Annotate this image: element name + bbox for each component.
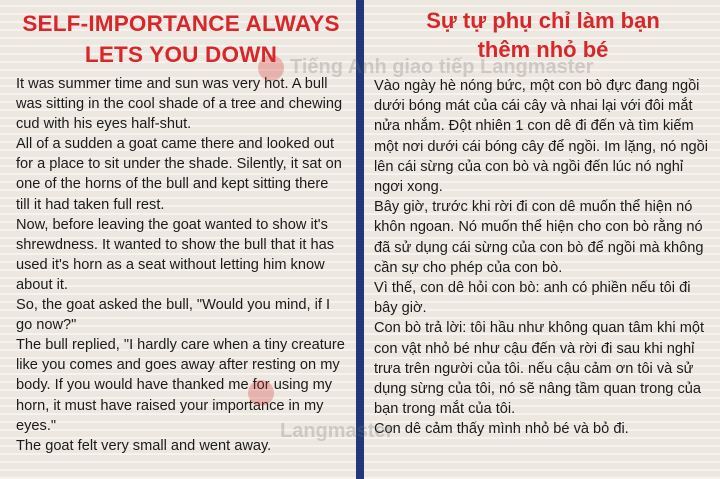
english-paragraph: All of a sudden a goat came there and looked out for a place to sit under the shade. Silently, it sat on one of the horns of the bull and kept sitting there till it had taken full rest.	[16, 136, 342, 213]
vietnamese-title-line-1: Sự tự phụ chỉ làm bạn	[426, 8, 660, 33]
vietnamese-title	[374, 6, 712, 76]
vietnamese-column	[364, 0, 720, 440]
english-paragraph: So, the goat asked the bull, "Would you mind, if I go now?"	[16, 297, 330, 334]
english-paragraph: Now, before leaving the goat wanted to show it's shrewdness. It wanted to show the bull that it has used it's horn as a seat without letting him know about it.	[16, 216, 334, 293]
english-paragraph: The bull replied, "I hardly care when a tiny creature like you comes and goes away after resting on my body. If you would have thanked me for using my horn, it must have raised your importance in my eyes."	[16, 337, 345, 434]
english-paragraph: The goat felt very small and went away.	[16, 437, 272, 454]
watermark-short-text: Langmaster	[280, 420, 394, 442]
vietnamese-story-text	[374, 76, 712, 440]
vietnamese-paragraph: Vì thế, con dê hỏi con bò: anh có phiền nếu tôi đi bây giờ.	[374, 280, 691, 317]
column-divider	[356, 0, 364, 479]
vietnamese-paragraph: Vào ngày hè nóng bức, một con bò đực đang ngồi dưới bóng mát của cái cây và nhai lại với đôi mắt nửa nhắm. Đột nhiên 1 con dê đi đến và tìm kiếm một nơi dưới cái bóng cây để ngồi. Im lặng, nó ngồi lên cái sừng của con bò và ngồi đến lúc nó nghỉ ngơi xong.	[374, 78, 708, 196]
english-title-line-2: LETS YOU DOWN	[84, 42, 278, 67]
english-title-line-1: SELF-IMPORTANCE ALWAYS	[22, 11, 340, 36]
vietnamese-paragraph: Bây giờ, trước khi rời đi con dê muốn thể hiện nó khôn ngoan. Nó muốn thể hiện cho con bò rằng nó đã sử dụng cái sừng của con bò để ngồi mà không cần sự cho phép của con bò.	[374, 199, 704, 276]
english-paragraph: It was summer time and sun was very hot. A bull was sitting in the cool shade of a tree and chewing cud with his eyes half-shut.	[16, 76, 343, 133]
english-column	[0, 0, 356, 456]
vietnamese-paragraph: Con bò trả lời: tôi hầu như không quan tâm khi một con vật nhỏ bé như cậu đến và rời đi sau khi nghỉ trưa trên người của tôi. nếu cậu cảm ơn tôi và sử dụng sừng của tôi, nó sẽ nâng tầm quan trong của bạn trong mắt của tôi.	[374, 320, 705, 418]
watermark-text: Tiếng Anh giao tiếp Langmaster	[290, 56, 594, 78]
vietnamese-title-line-2: thêm nhỏ bé	[477, 37, 609, 62]
english-story-text	[16, 74, 346, 456]
vietnamese-paragraph: Con dê cảm thấy mình nhỏ bé và bỏ đi.	[374, 421, 629, 438]
english-title	[16, 8, 346, 74]
